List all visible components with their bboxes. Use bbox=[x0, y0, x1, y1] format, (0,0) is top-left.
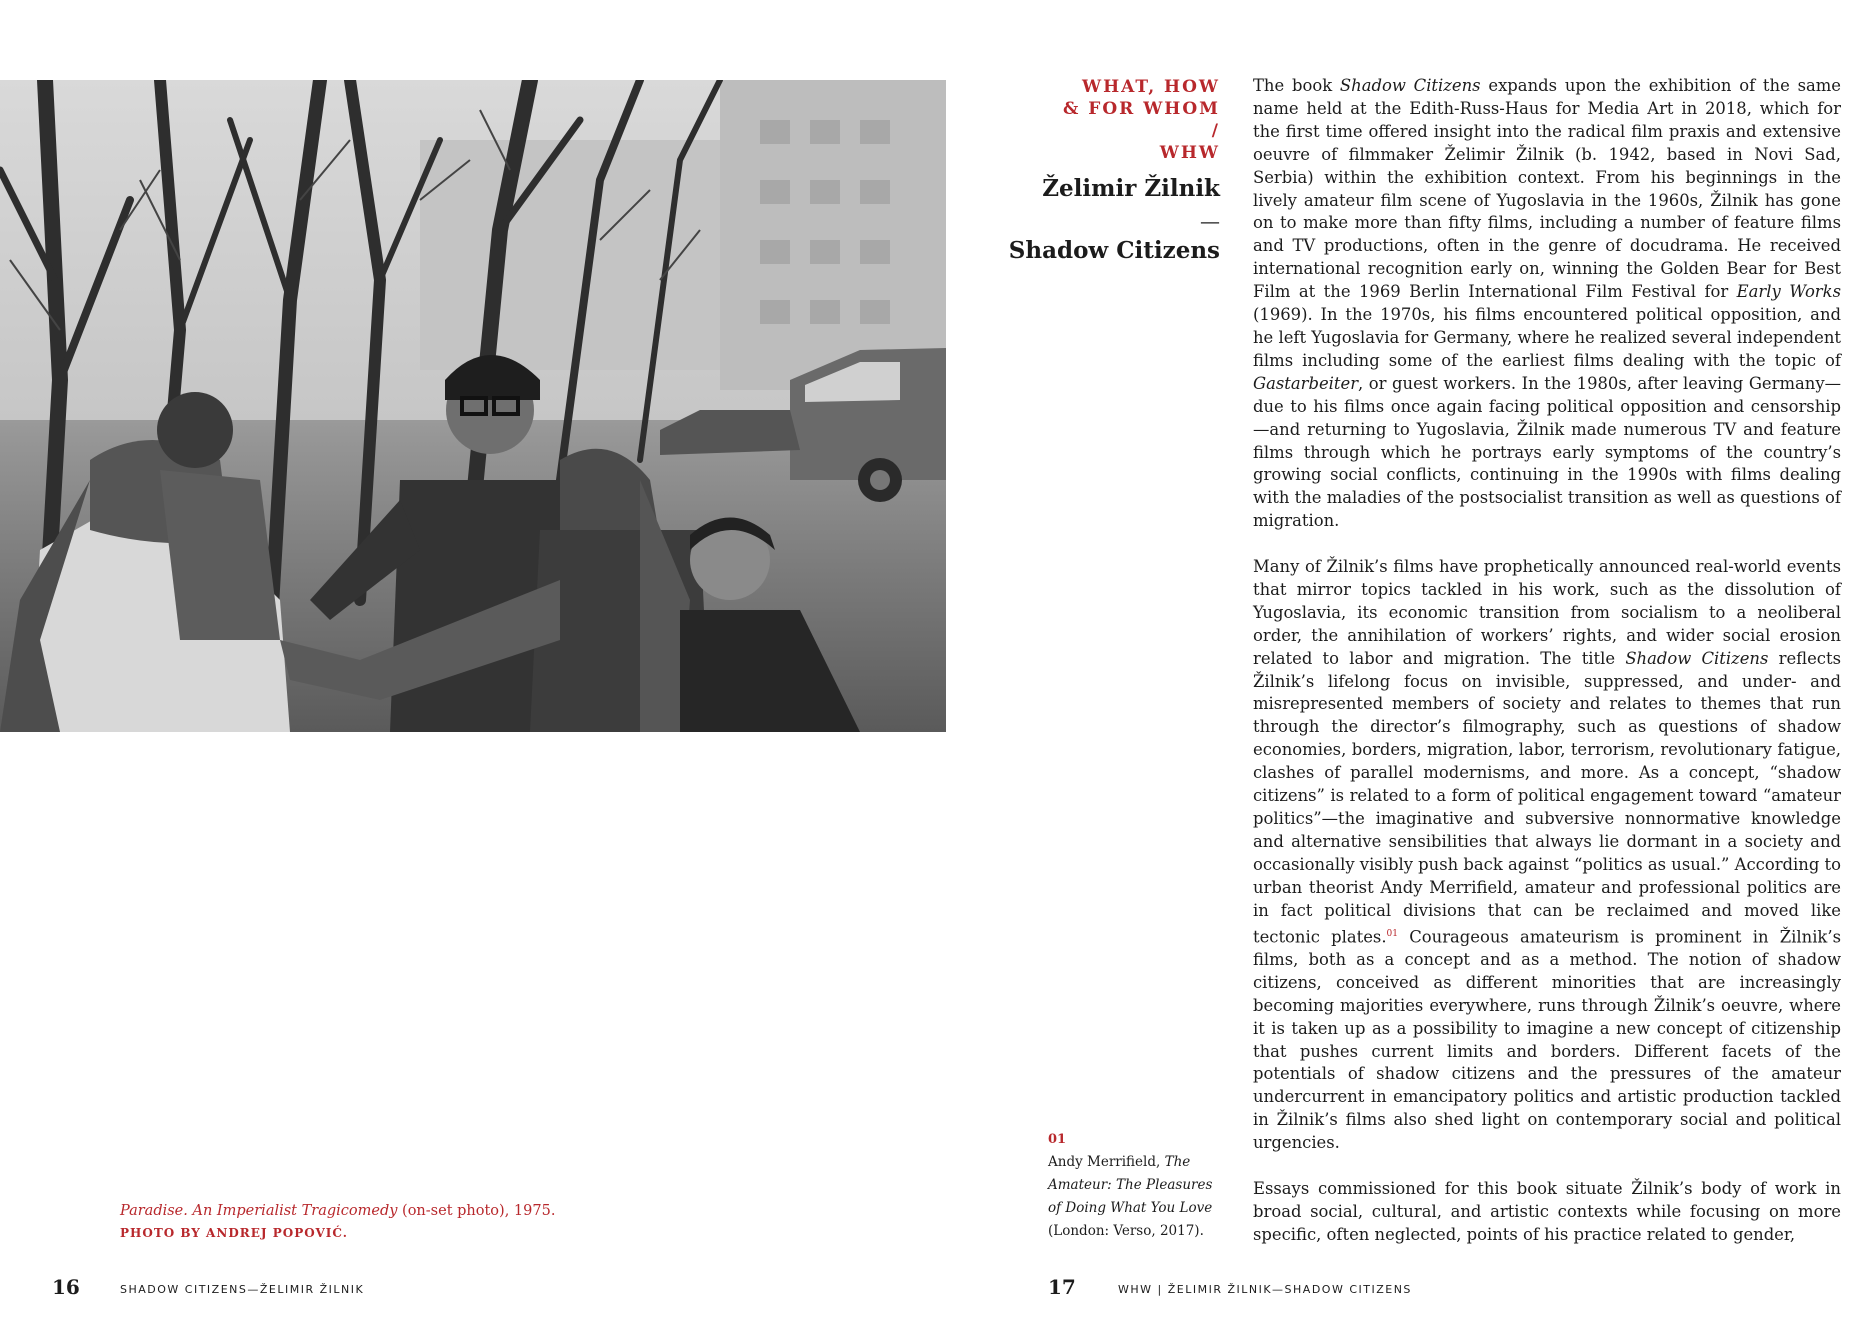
page-number-left: 16 bbox=[52, 1275, 80, 1299]
running-head-left: SHADOW CITIZENS—ŽELIMIR ŽILNIK bbox=[120, 1283, 365, 1296]
author-kicker-line: & FOR WHOM bbox=[1063, 99, 1220, 119]
van bbox=[790, 348, 946, 502]
author-kicker-abbrev: WHW bbox=[1159, 143, 1220, 163]
italic-title: Early Works bbox=[1736, 282, 1841, 302]
paragraph bbox=[1253, 75, 1841, 533]
running-head-right: WHW | ŽELIMIR ŽILNIK—SHADOW CITIZENS bbox=[1118, 1283, 1412, 1296]
caption-detail: (on-set photo), 1975. bbox=[397, 1203, 556, 1219]
article-title: Shadow Citizens bbox=[1008, 237, 1220, 264]
text-run: Many of Žilnik’s films have prophetically announced real-world events that mirror topics tackled in his work, such as the dissolution of Yugoslavia, its economic transition from socialism to a neoliberal order, the annihilation of workers’ rights, and wider social erosion related to labor and migration. The title bbox=[1253, 557, 1841, 668]
photo-illustration bbox=[0, 80, 946, 732]
footnote bbox=[1048, 1128, 1218, 1243]
on-set-photo bbox=[0, 80, 946, 732]
footnote-marker[interactable]: 01 bbox=[1386, 928, 1398, 939]
article-heading bbox=[970, 76, 1220, 266]
text-run: Courageous amateurism is prominent in Žilnik’s films, both as a concept and as a method. The notion of shadow citizens, conceived as different minorities that are increasingly becoming majorities everywhere, runs through Žilnik’s oeuvre, where it is taken up as a possibility to imagine a new concept of citizenship that pushes current limits and borders. Different facets of the potentials of shadow citizens and the pressures of the amateur undercurrent in emancipatory politics and artistic production tackled in Žilnik’s films also shed light on contemporary social and political urgencies. bbox=[1253, 926, 1841, 1153]
text-run: reflects Žilnik’s lifelong focus on invisible, suppressed, and under- and misrepresented members of society and relates to themes that run through the director’s filmography, such as questions of shadow economies, borders, migration, labor, terrorism, revolutionary fatigue, clashes of parallel modernisms, and more. As a concept, “shadow citizens” is related to a form of political engagement toward “amateur politics”—the imaginative and subversive nonnormative knowledge and alternative sensibilities that always lie dormant in a society and occasionally visibly push back against “politics as usual.” According to urban theorist Andy Merrifield, amateur and professional politics are in fact political divisions that can be reclaimed and moved like tectonic plates. bbox=[1253, 648, 1841, 946]
text-run: expands upon the exhibition of the same name held at the Edith-Russ-Haus for Media Art in 2018, which for the first time offered insight into the radical film praxis and extensive oeuvre of filmmaker Želimir Žilnik (b. 1942, based in Novi Sad, Serbia) within the exhibition context. From his beginnings in the lively amateur film scene of Yugoslavia in the 1960s, Žilnik has gone on to make more than fifty films, including a number of feature films and TV productions, often in the genre of docudrama. He received international recognition early on, winning the Golden Bear for Best Film at the 1969 Berlin International Film Festival for bbox=[1253, 76, 1841, 302]
text-run: (1969). In the 1970s, his films encountered political opposition, and he left Yugoslavia for Germany, where he realized several independent films including some of the earliest films dealing with the topic of bbox=[1253, 305, 1842, 370]
footnote-publication: (London: Verso, 2017). bbox=[1048, 1223, 1204, 1239]
footnote-author: Andy Merrifield, bbox=[1048, 1154, 1165, 1170]
caption-film-title: Paradise. An Imperialist Tragicomedy bbox=[120, 1203, 398, 1219]
photo-caption bbox=[120, 1200, 680, 1244]
building bbox=[420, 140, 720, 370]
text-run: The book bbox=[1253, 76, 1340, 95]
caption-line bbox=[120, 1200, 680, 1222]
footnote-text bbox=[1048, 1151, 1218, 1243]
footnote-number: 01 bbox=[1048, 1132, 1067, 1147]
footnote-book-title: The Amateur: The Pleasures of Doing What You Love bbox=[1048, 1154, 1213, 1216]
body-text bbox=[1253, 75, 1841, 1270]
photo-credit: PHOTO BY ANDREJ POPOVIĆ. bbox=[120, 1226, 348, 1240]
subject-name: Želimir Žilnik bbox=[1042, 175, 1220, 202]
page-number-right: 17 bbox=[1048, 1275, 1076, 1299]
text-run: , or guest workers. In the 1980s, after leaving Germany—due to his films once again facing political opposition and censorship—and returning to Yugoslavia, Žilnik made numerous TV and feature films through which he portrays early symptoms of the country’s growing social conflicts, continuing in the 1990s with films dealing with the maladies of the postsocialist transition as well as questions of migration. bbox=[1253, 373, 1841, 531]
heading-dash: — bbox=[1200, 209, 1220, 233]
italic-title: Shadow Citizens bbox=[1339, 76, 1481, 95]
italic-title: Shadow Citizens bbox=[1625, 648, 1769, 668]
paragraph bbox=[1253, 556, 1841, 1155]
paragraph: Essays commissioned for this book situate Žilnik’s body of work in broad social, cultural, and artistic contexts while focusing on more specific, often neglected, points of his practice related to gender, bbox=[1253, 1178, 1841, 1244]
italic-term: Gastarbeiter bbox=[1253, 373, 1359, 393]
author-kicker-line: WHAT, HOW bbox=[1082, 77, 1220, 97]
author-kicker-slash: / bbox=[1211, 121, 1220, 141]
